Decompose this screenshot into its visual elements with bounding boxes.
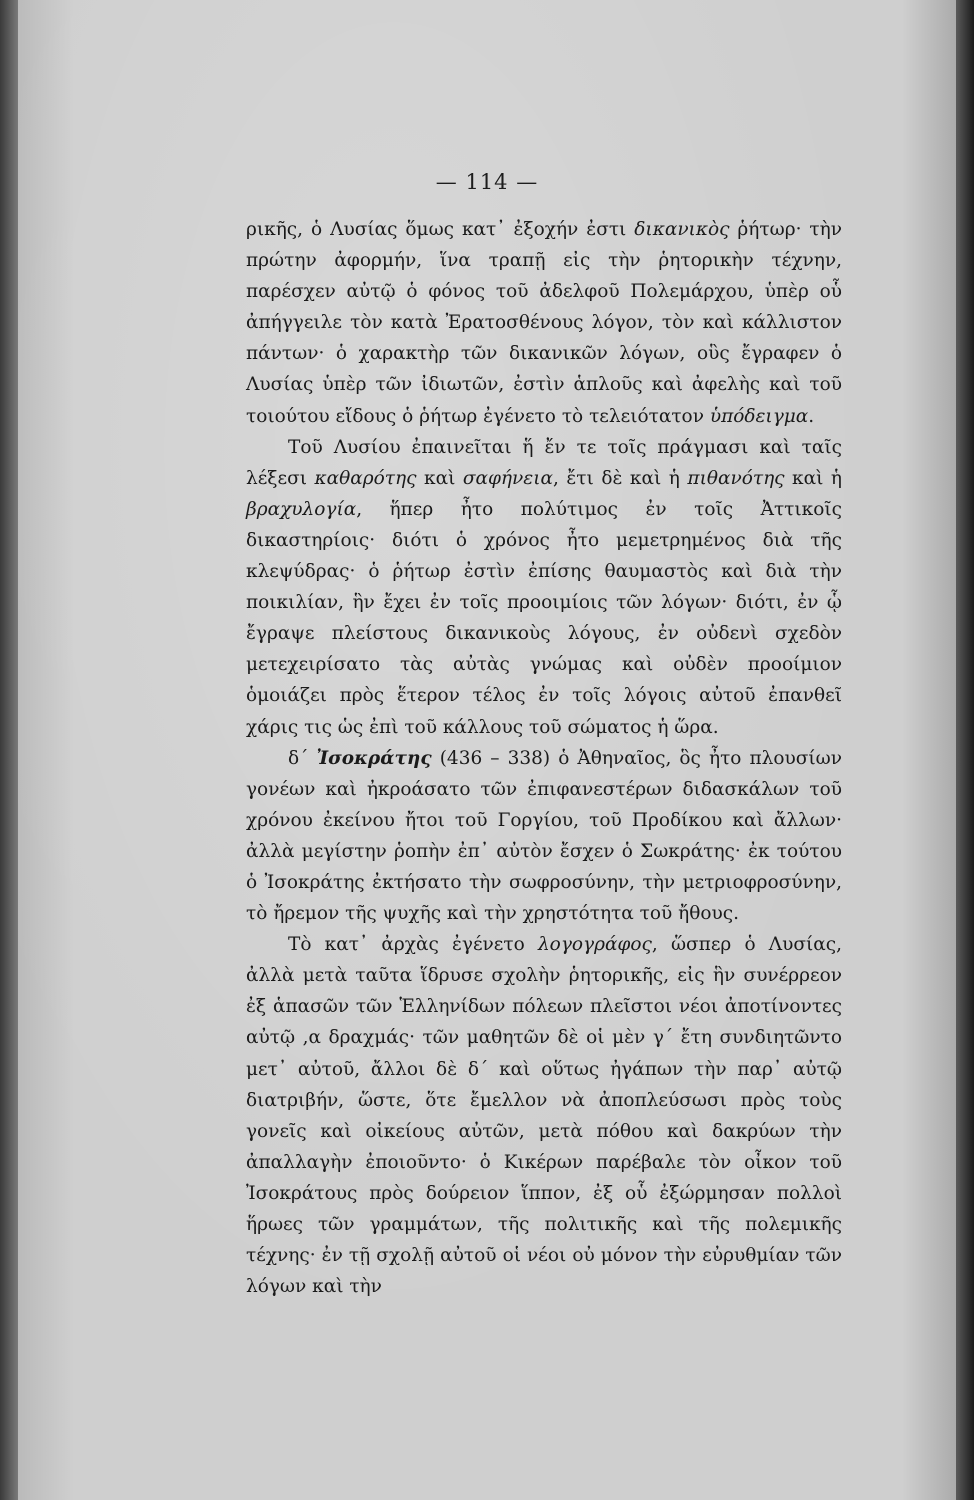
- emphasized-term: δικανικὸς: [634, 219, 730, 240]
- paragraph-isocrates-intro: [246, 743, 842, 930]
- text-run: .: [808, 405, 815, 427]
- text-run: ῥήτωρ· τὴν πρώτην ἀφορμήν, ἵνα τραπῇ εἰς τὴν ῥητορικὴν τέχνην, παρέσχεν αὐτῷ ὁ φόνος τοῦ ἀδελφοῦ Πολεμάρχου, ὑπὲρ οὗ ἀπήγγειλε τὸν κατὰ Ἐρατοσθένους λόγον, τὸν καὶ κάλλιστον πάντων· ὁ χαρακτὴρ τῶν δικανικῶν λόγων, οὓς ἔγραφεν ὁ Λυσίας ὑπὲρ τῶν ἰδιωτῶν, ἐστὶν ἁπλοῦς καὶ ἀφελὴς καὶ τοῦ τοιούτου εἴδους ὁ ῥήτωρ ἐγένετο τὸ τελειότατον: [246, 219, 842, 427]
- section-heading-name: Ἰσοκράτης: [316, 747, 432, 769]
- body-text: [246, 214, 842, 1302]
- emphasized-term: ὑπόδειγμα: [709, 405, 809, 427]
- text-run: , ἥπερ ἦτο πολύτιμος ἐν τοῖς Ἀττικοῖς δικαστηρίοις· διότι ὁ χρόνος ἦτο μεμετρημένος διὰ τῆς κλεψύδρας· ὁ ῥήτωρ ἐστὶν ἐπίσης θαυμαστὸς καὶ διὰ τὴν ποικιλίαν, ἣν ἔχει ἐν τοῖς προοιμίοις τῶν λόγων· διότι, ἐν ᾧ ἔγραψε πλείστους δικανικοὺς λόγους, ἐν οὐδενὶ σχεδὸν μετεχειρίσατο τὰς αὐτὰς γνώμας καὶ οὐδὲν προοίμιον ὁμοιάζει πρὸς ἕτερον τέλος ἐν τοῖς λόγοις αὐτοῦ ἐπανθεῖ χάρις τις ὡς ἐπὶ τοῦ κάλλους τοῦ σώματος ἡ ὥρα.: [246, 498, 842, 738]
- text-run: δ´: [288, 747, 317, 769]
- text-run: καὶ: [416, 467, 463, 489]
- paragraph-lysias-style: [246, 214, 842, 432]
- emphasized-term: βραχυλογία: [246, 498, 357, 520]
- text-run: , ἔτι δὲ καὶ ἡ: [552, 467, 688, 489]
- emphasized-term: λογογράφος: [537, 934, 652, 956]
- text-run: (436 – 338) ὁ Ἀθηναῖος, ὃς ἦτο πλουσίων γονέων καὶ ἠκροάσατο τῶν ἐπιφανεστέρων διδασκάλων τοῦ χρόνου ἐκείνου ἤτοι τοῦ Γοργίου, τοῦ Προδίκου καὶ ἄλλων· ἀλλὰ μεγίστην ῥοπὴν ἐπ᾽ αὐτὸν ἔσχεν ὁ Σωκράτης· ἐκ τούτου ὁ Ἰσοκράτης ἐκτήσατο τὴν σωφροσύνην, τὴν μετριοφροσύνην, τὸ ἤρεμον τῆς ψυχῆς καὶ τὴν χρηστότητα τοῦ ἤθους.: [246, 747, 842, 925]
- text-run: Τοῦ Λυσίου ἐπαινεῖται ἥ ἔν τε τοῖς πράγμασι καὶ ταῖς λέξεσι: [246, 436, 842, 489]
- page-number: — 114 —: [435, 170, 539, 194]
- emphasized-term: σαφήνεια: [462, 467, 553, 489]
- emphasized-term: καθαρότης: [314, 467, 417, 489]
- scan-right-edge: [956, 0, 974, 1500]
- text-run: καὶ ἡ: [784, 467, 842, 489]
- paragraph-isocrates-school: [246, 929, 842, 1302]
- text-run: Τὸ κατ᾽ ἀρχὰς ἐγένετο: [288, 934, 538, 956]
- text-run: , ὥσπερ ὁ Λυσίας, ἀλλὰ μετὰ ταῦτα ἵδρυσε σχολὴν ῥητορικῆς, εἰς ἣν συνέρρεον ἐξ ἁπασῶν τῶν Ἑλληνίδων πόλεων πλεῖστοι νέοι ἀποτίνοντες αὐτῷ ,α δραχμάς· τῶν μαθητῶν δὲ οἱ μὲν γ´ ἔτη συνδιητῶντο μετ᾽ αὐτοῦ, ἄλλοι δὲ δ´ καὶ οὕτως ἠγάπων τὴν παρ᾽ αὐτῷ διατριβήν, ὥστε, ὅτε ἔμελλον νὰ ἀποπλεύσωσι πρὸς τοὺς γονεῖς καὶ οἰκείους αὐτῶν, μετὰ πόθου καὶ δακρύων τὴν ἀπαλλαγὴν ἐποιοῦντο· ὁ Κικέρων παρέβαλε τὸν οἶκον τοῦ Ἰσοκράτους πρὸς δούρειον ἵππον, ἐξ οὗ ἐξώρμησαν πολλοὶ ἥρωες τῶν γραμμάτων, τῆς πολιτικῆς καὶ τῆς πολεμικῆς τέχνης· ἐν τῇ σχολῇ αὐτοῦ οἱ νέοι οὐ μόνον τὴν εὐρυθμίαν τῶν λόγων καὶ τὴν: [246, 934, 843, 1298]
- text-run: ρικῆς, ὁ Λυσίας ὅμως κατ᾽ ἐξοχήν ἐστι: [246, 219, 635, 240]
- emphasized-term: πιθανότης: [687, 467, 785, 489]
- paragraph-lysias-praise: [246, 432, 842, 743]
- scan-left-edge: [0, 0, 18, 1500]
